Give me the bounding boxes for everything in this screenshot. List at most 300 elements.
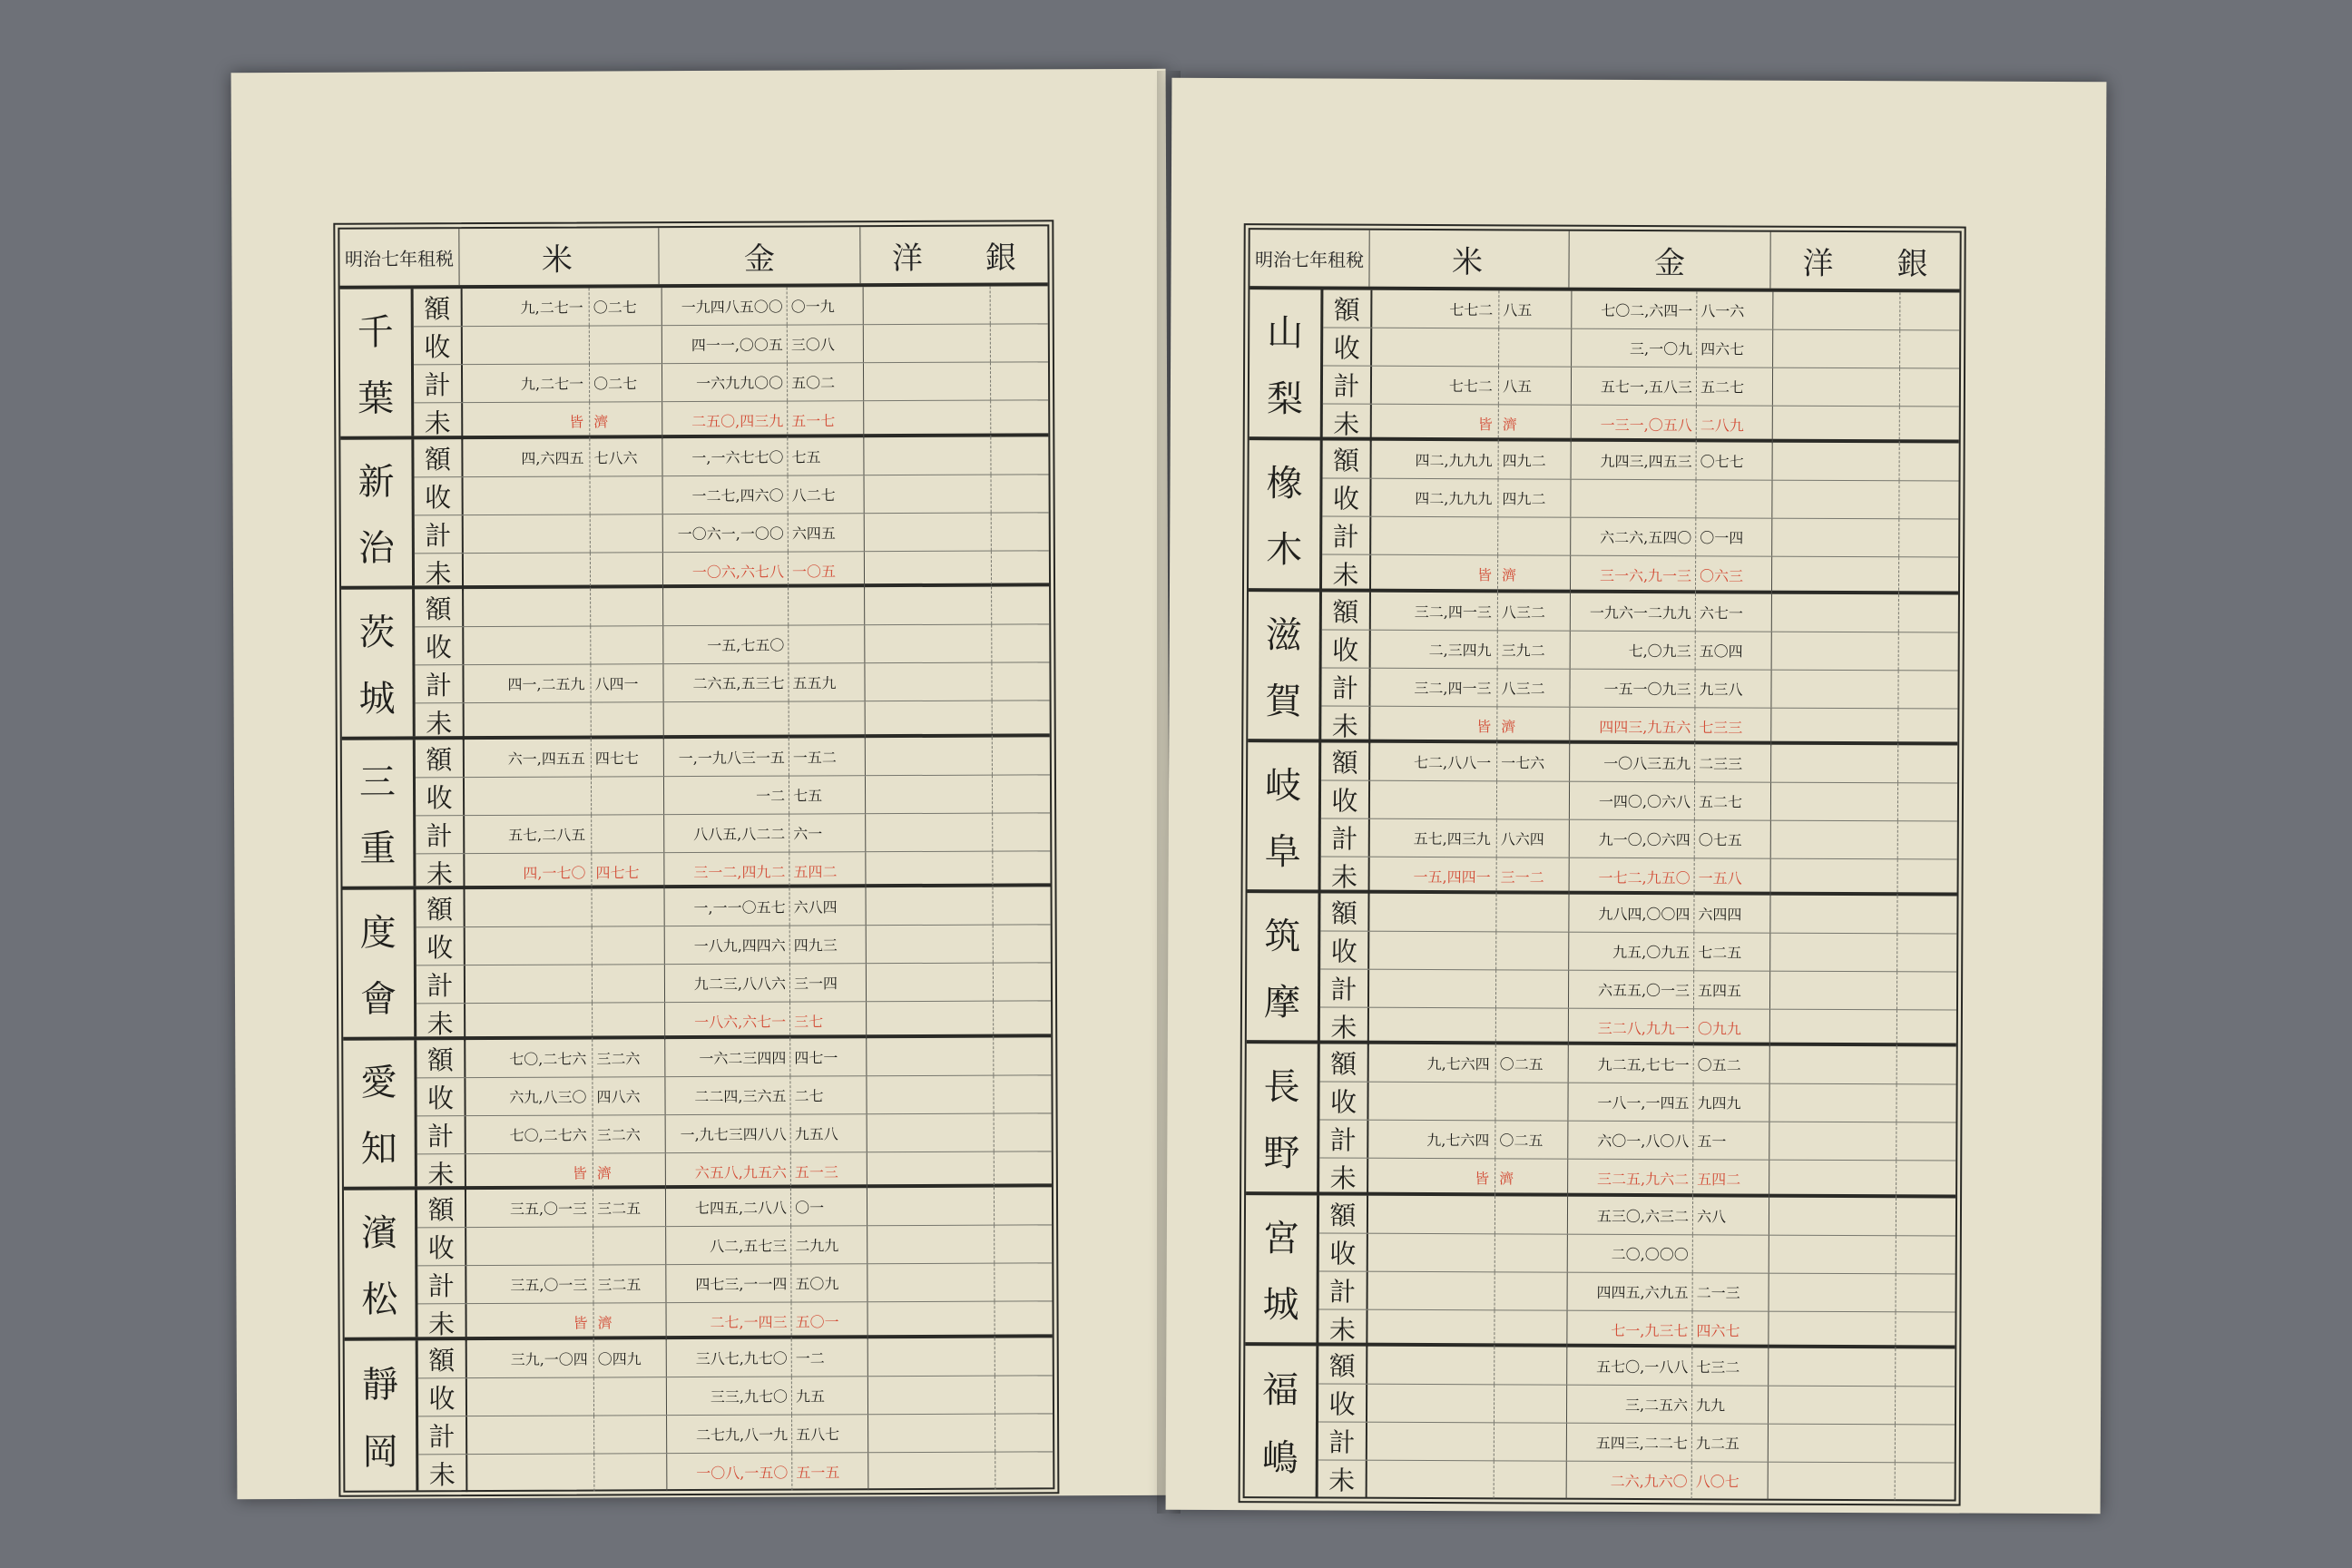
table-row (418, 1414, 1053, 1455)
row-label: 額 (1323, 441, 1372, 478)
silver-value-main (1770, 896, 1897, 934)
table-row (1322, 517, 1958, 558)
rice-value-main: 九,二七一 (463, 289, 590, 327)
table-row (1321, 668, 1957, 709)
prefecture-name (343, 889, 417, 1036)
gold-value-sub: 五一七 (788, 401, 864, 438)
row-label: 收 (416, 927, 466, 965)
silver-value-main (1773, 292, 1900, 330)
silver-value-main (1769, 1161, 1896, 1199)
silver-value-sub (1898, 709, 1957, 746)
gold-value-sub: 三七 (790, 1002, 867, 1039)
silver-value-sub (995, 1263, 1052, 1300)
prefecture-block (340, 286, 1049, 439)
prefecture-name-char: 岡 (362, 1431, 399, 1474)
gold-value-main: 一,一一〇五七 (665, 888, 790, 926)
row-label: 收 (1319, 1083, 1368, 1120)
gold-value-sub: 〇七五 (1695, 820, 1771, 858)
prefecture-block (1249, 440, 1959, 594)
prefecture-name-char: 橡 (1266, 463, 1303, 505)
table-row (1322, 592, 1958, 632)
row-label: 收 (416, 778, 465, 815)
row-label: 額 (1321, 742, 1370, 779)
silver-value-sub (991, 436, 1048, 474)
rice-value-main (1372, 328, 1499, 367)
gold-value-sub: 二八九 (1697, 406, 1773, 443)
table-row (416, 775, 1050, 816)
gold-value-sub: 六八 (1693, 1197, 1769, 1234)
gold-value-sub: 〇九九 (1694, 1009, 1770, 1046)
rice-value-sub: 四七七 (592, 853, 664, 890)
rice-value-main (466, 965, 593, 1004)
row-label: 計 (1322, 517, 1371, 554)
table-row (1319, 1233, 1955, 1274)
prefecture-name (340, 289, 415, 436)
rice-value-sub: 八三二 (1497, 669, 1570, 706)
table-row (415, 513, 1049, 554)
silver-value-main (864, 325, 991, 363)
row-label: 額 (415, 589, 464, 626)
gold-value-main: 三一六,九一三 (1571, 556, 1696, 594)
row-label: 額 (414, 439, 463, 476)
rice-value-sub (592, 777, 664, 814)
gold-value-main: 一八六,六七一 (665, 1003, 790, 1041)
rice-value-sub (1498, 518, 1571, 555)
gold-value-main: 六二六,五四〇 (1571, 518, 1696, 556)
prefecture-name (1248, 592, 1322, 740)
silver-value-sub (1900, 368, 1959, 406)
prefecture-name-char: 山 (1267, 312, 1304, 355)
rice-value-sub (592, 815, 664, 852)
row-label: 額 (1322, 592, 1371, 629)
silver-value-main (1771, 670, 1898, 708)
prefecture-rows (1318, 1195, 1955, 1345)
gold-value-sub: 七二五 (1694, 933, 1770, 970)
rice-value-sub (1496, 894, 1569, 931)
rice-value-sub (1494, 1310, 1567, 1348)
gold-value-main: 一九六一二九九 (1571, 593, 1696, 631)
silver-value-sub (995, 1301, 1052, 1338)
rice-value-main (467, 1377, 594, 1416)
row-label: 計 (1318, 1422, 1367, 1459)
silver-value-main (864, 401, 991, 439)
row-label: 計 (415, 515, 464, 553)
silver-value-main (867, 887, 994, 926)
gold-value-sub: 一二 (792, 1338, 868, 1376)
gold-value-sub: 五一 (1693, 1122, 1769, 1160)
prefecture-block (342, 737, 1051, 890)
silver-value-sub (1896, 1161, 1955, 1199)
table-row (417, 1113, 1052, 1154)
silver-value-main (1773, 368, 1900, 407)
rice-value-sub (591, 553, 663, 590)
row-label: 額 (1320, 1044, 1369, 1082)
gold-value-main: 二二四,三六五 (665, 1076, 790, 1114)
row-label: 計 (414, 365, 463, 402)
silver-value-sub (1900, 292, 1959, 329)
rice-value-sub (1495, 1234, 1568, 1271)
gold-value-sub: 一〇五 (789, 552, 865, 589)
row-label: 計 (417, 1116, 466, 1153)
gold-value-main: 二六五,五三七 (663, 664, 789, 702)
rice-value-sub (594, 1454, 667, 1491)
silver-value-sub (1897, 896, 1956, 933)
prefecture-block (345, 1338, 1054, 1491)
table-row (1320, 969, 1956, 1010)
silver-value-main (1769, 1084, 1896, 1122)
tax-ledger-table-left (333, 220, 1059, 1496)
table-row (415, 551, 1049, 591)
row-label: 計 (1321, 818, 1370, 856)
rice-value-sub: 濟 (1499, 405, 1572, 442)
prefecture-block (1245, 1346, 1955, 1500)
row-label: 收 (1319, 1233, 1368, 1270)
tax-ledger-table-right (1239, 223, 1966, 1505)
row-label: 收 (1320, 931, 1369, 968)
rice-value-sub (591, 626, 663, 663)
gold-value-main (664, 702, 789, 740)
rice-value-main: 皆 (1368, 1159, 1495, 1197)
rice-value-sub: 濟 (593, 1153, 666, 1191)
silver-value-main (1771, 820, 1898, 858)
silver-value-main (1769, 1122, 1896, 1161)
gold-value-main: 五七一,五八三 (1572, 368, 1697, 406)
row-label: 未 (418, 1455, 467, 1492)
rice-value-sub (593, 1227, 666, 1264)
gold-value-sub: 〇一九 (788, 287, 864, 324)
silver-value-main (867, 1113, 995, 1152)
rice-value-main: 六一,四五五 (465, 739, 592, 777)
table-row (1320, 1044, 1956, 1085)
silver-value-sub (1897, 1010, 1956, 1047)
row-label: 計 (1321, 668, 1370, 705)
row-label: 未 (415, 554, 464, 591)
gold-value-main: 八八五,八二二 (664, 814, 789, 852)
prefecture-rows (417, 1187, 1053, 1340)
row-label: 收 (415, 477, 464, 514)
silver-value-main (867, 1264, 995, 1302)
row-label: 未 (417, 1154, 466, 1191)
silver-value-main (865, 587, 992, 625)
silver-value-main (1770, 972, 1897, 1010)
row-label: 收 (416, 1078, 466, 1115)
rice-value-main: 九,七六四 (1368, 1121, 1495, 1159)
silver-value-main (1769, 1311, 1896, 1349)
silver-value-main (866, 813, 993, 851)
silver-value-sub (994, 1037, 1051, 1074)
row-label: 額 (1320, 893, 1369, 930)
rice-value-main: 七〇,二七六 (466, 1115, 593, 1153)
gold-value-sub: 六一 (789, 814, 866, 851)
prefecture-name (1245, 1195, 1319, 1343)
gold-value-main: 三一二,四九二 (664, 852, 789, 890)
table-row (1321, 780, 1957, 821)
rice-value-main (464, 589, 591, 627)
silver-value-sub (992, 513, 1049, 550)
prefecture-name (340, 439, 415, 586)
row-label: 額 (1323, 289, 1372, 327)
row-label: 收 (417, 1228, 466, 1265)
gold-value-main: 九二五,七七一 (1569, 1045, 1694, 1083)
silver-value-sub (994, 1075, 1051, 1112)
table-row (1323, 289, 1959, 330)
silver-value-main (1773, 330, 1900, 368)
silver-value-main (1773, 407, 1900, 445)
gold-value-sub (1696, 481, 1772, 518)
prefecture-name-char: 城 (358, 678, 396, 720)
silver-value-sub (1897, 972, 1956, 1009)
gold-value-sub: 八一六 (1697, 291, 1773, 328)
rice-value-main: 三二,四一三 (1371, 592, 1498, 630)
prefecture-name (342, 740, 416, 887)
prefecture-rows (416, 1037, 1052, 1190)
silver-value-main (867, 1302, 995, 1340)
rice-value-sub: 八六四 (1497, 819, 1570, 857)
silver-value-main (1772, 557, 1899, 595)
gold-value-sub: 七五 (788, 437, 864, 475)
gold-value-sub: 二七 (790, 1076, 867, 1113)
silver-value-sub (1896, 1085, 1955, 1122)
row-label: 計 (416, 816, 465, 853)
table-row (417, 1301, 1052, 1341)
rice-value-main: 三九,一〇四 (467, 1339, 594, 1377)
table-row (1321, 818, 1957, 859)
rice-value-main (1367, 1384, 1494, 1422)
prefecture-rows (414, 286, 1049, 439)
rice-value-main (464, 514, 591, 553)
gold-value-main: 三二五,九六二 (1568, 1160, 1693, 1198)
row-label: 未 (416, 854, 465, 891)
rice-value-main: 四,六四五 (463, 438, 590, 476)
silver-value-sub (1898, 859, 1957, 897)
gold-value-main: 九四三,四五三 (1572, 442, 1697, 480)
silver-value-sub (1899, 632, 1958, 670)
silver-value-sub (1898, 783, 1957, 820)
row-label: 計 (1320, 969, 1369, 1006)
silver-value-main (1771, 708, 1898, 746)
silver-value-sub (995, 1187, 1052, 1224)
row-label: 額 (416, 740, 465, 777)
header-row (1250, 230, 1959, 292)
gold-value-sub: 九四九 (1693, 1084, 1769, 1122)
gold-value-main: 一四〇,〇六八 (1570, 781, 1695, 819)
silver-value-sub (991, 362, 1048, 399)
gold-value-sub (789, 625, 865, 662)
silver-value-main (1769, 1424, 1896, 1462)
silver-value-sub (995, 1414, 1053, 1451)
silver-value-sub (992, 475, 1049, 512)
gold-value-sub: 三〇八 (788, 325, 864, 362)
gold-value-sub: 五二七 (1697, 368, 1773, 405)
rice-value-sub (591, 588, 663, 625)
gold-value-sub: 九五八 (791, 1114, 867, 1152)
gold-value-sub: 六八四 (790, 887, 867, 925)
prefecture-block (340, 436, 1049, 590)
silver-value-sub (993, 775, 1050, 812)
gold-value-main: 六〇一,八〇八 (1568, 1122, 1693, 1160)
gold-value-main: 二五〇,四三九 (662, 402, 788, 440)
table-row (1323, 366, 1959, 407)
rice-value-main: 九,七六四 (1369, 1044, 1496, 1083)
rice-value-main: 二,三四九 (1371, 630, 1498, 668)
gold-value-sub: 五四二 (789, 852, 866, 889)
row-label: 未 (1319, 1159, 1368, 1196)
rice-value-main (1368, 1233, 1495, 1271)
table-row (1319, 1083, 1955, 1123)
prefecture-block (344, 1187, 1053, 1340)
rice-value-main (1368, 1083, 1495, 1121)
prefecture-rows (1318, 1346, 1955, 1499)
gold-value-sub: 一五二 (789, 738, 866, 775)
silver-value-main (867, 1152, 995, 1190)
gold-value-main: 九八四,〇〇四 (1569, 895, 1694, 933)
row-label: 收 (1322, 630, 1371, 667)
table-row (414, 362, 1048, 403)
silver-header-char-2: 銀 (1896, 245, 1928, 282)
gold-value-main: 一八九,四四六 (665, 926, 790, 965)
gold-value-main: 一〇六一,一〇〇 (663, 514, 789, 552)
header-row (339, 226, 1047, 289)
prefecture-rows (1321, 742, 1958, 892)
prefecture-name (341, 589, 416, 736)
prefecture-block (1246, 1044, 1956, 1198)
rice-value-main (1371, 517, 1498, 555)
prefecture-name-char: 濱 (361, 1212, 398, 1255)
silver-value-main (868, 1376, 995, 1414)
gold-value-sub: 八〇七 (1692, 1462, 1769, 1499)
table-row (414, 324, 1048, 365)
rice-value-sub (1496, 970, 1569, 1007)
row-label: 未 (1322, 555, 1371, 593)
silver-value-main (1769, 1386, 1896, 1424)
prefecture-block (1248, 592, 1958, 746)
silver-value-sub (1899, 558, 1958, 595)
gold-value-main: 四七三,一一四 (666, 1265, 791, 1303)
rice-value-main: 皆 (463, 403, 590, 441)
rice-value-sub: 七八六 (590, 438, 662, 475)
rice-value-main (1369, 894, 1496, 932)
prefecture-name-char: 三 (358, 761, 397, 804)
table-row (1319, 1159, 1955, 1199)
gold-value-main: 五四三,二二七 (1567, 1423, 1692, 1461)
silver-value-main (1770, 934, 1897, 972)
rice-value-main: 三二,四一三 (1370, 668, 1497, 706)
table-row (417, 1187, 1052, 1228)
silver-value-main (1771, 782, 1898, 820)
row-label: 計 (417, 1266, 466, 1303)
gold-value-main: 一二七,四六〇 (663, 475, 789, 514)
silver-value-sub (991, 324, 1048, 361)
gold-value-sub (789, 701, 866, 739)
gold-value-main: 四四五,六九五 (1568, 1272, 1693, 1310)
silver-value-main (1771, 858, 1898, 897)
table-row (1319, 1271, 1955, 1312)
silver-value-main (1769, 1197, 1896, 1235)
right-page (1166, 78, 2107, 1514)
rice-value-sub: 四九二 (1499, 442, 1572, 479)
silver-value-sub (1896, 1312, 1955, 1349)
rice-value-main (464, 627, 591, 665)
rice-value-sub: 三一二 (1497, 858, 1570, 895)
silver-value-main (865, 625, 992, 663)
table-row (415, 586, 1049, 627)
rice-value-sub (1494, 1461, 1567, 1498)
rice-value-main: 七〇,二七六 (466, 1039, 593, 1077)
silver-value-main (866, 851, 993, 889)
rice-column-header: 米 (459, 228, 659, 285)
table-row (1318, 1346, 1955, 1387)
prefecture-list (340, 286, 1054, 1490)
silver-value-main (868, 1452, 995, 1490)
silver-value-main (1769, 1235, 1896, 1273)
silver-value-main (1769, 1462, 1896, 1500)
silver-value-sub (1896, 1387, 1955, 1424)
gold-value-sub: 三一四 (790, 964, 867, 1001)
rice-value-sub: 〇四九 (594, 1339, 667, 1377)
silver-value-sub (991, 286, 1048, 323)
row-label: 額 (418, 1340, 467, 1377)
prefecture-name-char: 野 (1263, 1132, 1300, 1175)
gold-value-main: 三,一〇九 (1572, 329, 1697, 368)
table-row (416, 701, 1050, 740)
gold-value-main: 二〇,〇〇〇 (1568, 1234, 1693, 1272)
silver-value-main (867, 1037, 994, 1075)
gold-value-main: 一二 (664, 776, 789, 814)
rice-value-main: 四二,九九九 (1371, 479, 1498, 517)
prefecture-name-char: 城 (1262, 1283, 1299, 1327)
gold-value-sub: 五四五 (1694, 971, 1770, 1008)
rice-value-sub (1499, 328, 1572, 366)
rice-value-main: 五七,四三九 (1370, 818, 1497, 857)
gold-value-sub: 五一五 (792, 1453, 868, 1490)
prefecture-rows (1322, 441, 1959, 591)
silver-value-main (867, 1002, 994, 1040)
silver-value-main (1772, 593, 1899, 632)
prefecture-name-char: 賀 (1265, 680, 1302, 723)
rice-value-main: 六九,八三〇 (466, 1077, 593, 1115)
silver-header-char-2: 銀 (985, 239, 1017, 277)
table-row (1321, 857, 1957, 897)
table-row (418, 1338, 1053, 1378)
rice-value-sub: 〇二七 (590, 288, 662, 325)
table-row (416, 1075, 1051, 1116)
table-row (417, 1263, 1052, 1304)
rice-value-sub (1496, 1008, 1569, 1045)
rice-value-sub (592, 702, 664, 740)
gold-value-sub: 四六七 (1692, 1311, 1769, 1348)
silver-value-sub (995, 1113, 1052, 1151)
gold-value-sub: 七三二 (1692, 1348, 1769, 1385)
rice-value-sub: 〇二五 (1496, 1045, 1569, 1083)
gold-value-sub: 二九九 (791, 1226, 867, 1263)
prefecture-block (1245, 1195, 1955, 1349)
gold-value-main: 二六,九六〇 (1567, 1461, 1692, 1499)
silver-value-main (1772, 632, 1899, 670)
table-row (417, 1152, 1052, 1191)
gold-value-main: 一〇六,六七八 (663, 552, 789, 590)
silver-value-main (1770, 1010, 1897, 1048)
row-label: 額 (416, 889, 466, 926)
gold-value-main: 六五五,〇一三 (1569, 971, 1694, 1009)
gold-value-main: 五三〇,六三二 (1568, 1196, 1693, 1234)
rice-value-sub: 濟 (1497, 707, 1570, 744)
gold-value-sub: 〇一四 (1696, 519, 1772, 556)
silver-value-sub (993, 851, 1050, 888)
silver-value-sub (994, 1001, 1051, 1038)
prefecture-name (344, 1190, 418, 1337)
row-label: 未 (416, 703, 465, 740)
prefecture-block (341, 586, 1050, 740)
